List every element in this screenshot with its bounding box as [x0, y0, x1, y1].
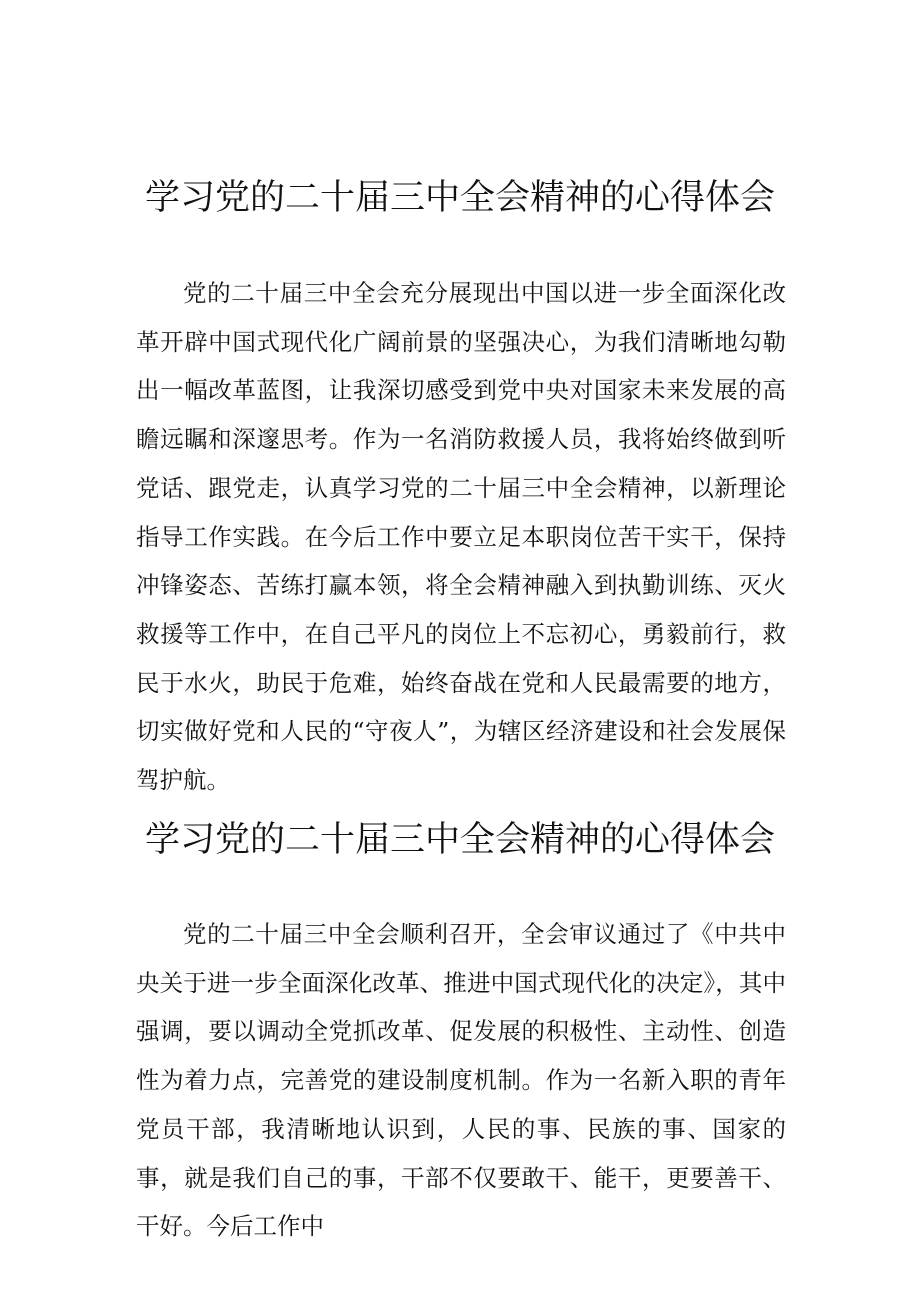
section-1-body: 党的二十届三中全会充分展现出中国以进一步全面深化改革开辟中国式现代化广阔前景的坚强决心，为我们清晰地勾勒出一幅改革蓝图，让我深切感受到党中央对国家未来发展的高瞻远瞩和深邃思考。作为一名消防救援人员，我将始终做到听党话、跟党走，认真学习党的二十届三中全会精神，以新理论指导工作实践。在今后工作中要立足本职岗位苦干实干，保持冲锋姿态、苦练打赢本领，将全会精神融入到执勤训练、灭火救援等工作中，在自己平凡的岗位上不忘初心，勇毅前行，救民于水火，助民于危难，始终奋战在党和人民最需要的地方，切实做好党和人民的“守夜人”，为辖区经济建设和社会发展保驾护航。 [136, 279, 786, 795]
section-2-body: 党的二十届三中全会顺利召开，全会审议通过了《中共中央关于进一步全面深化改革、推进中国式现代化的决定》，其中强调，要以调动全党抓改革、促发展的积极性、主动性、创造性为着力点，完善党的建设制度机制。作为一名新入职的青年党员干部，我清晰地认识到，人民的事、民族的事、国家的事，就是我们自己的事，干部不仅要敢干、能干，更要善干、干好。今后工作中 [136, 920, 786, 1241]
section-2-title: 学习党的二十届三中全会精神的心得体会 [144, 820, 775, 860]
section-1-title: 学习党的二十届三中全会精神的心得体会 [144, 178, 775, 218]
